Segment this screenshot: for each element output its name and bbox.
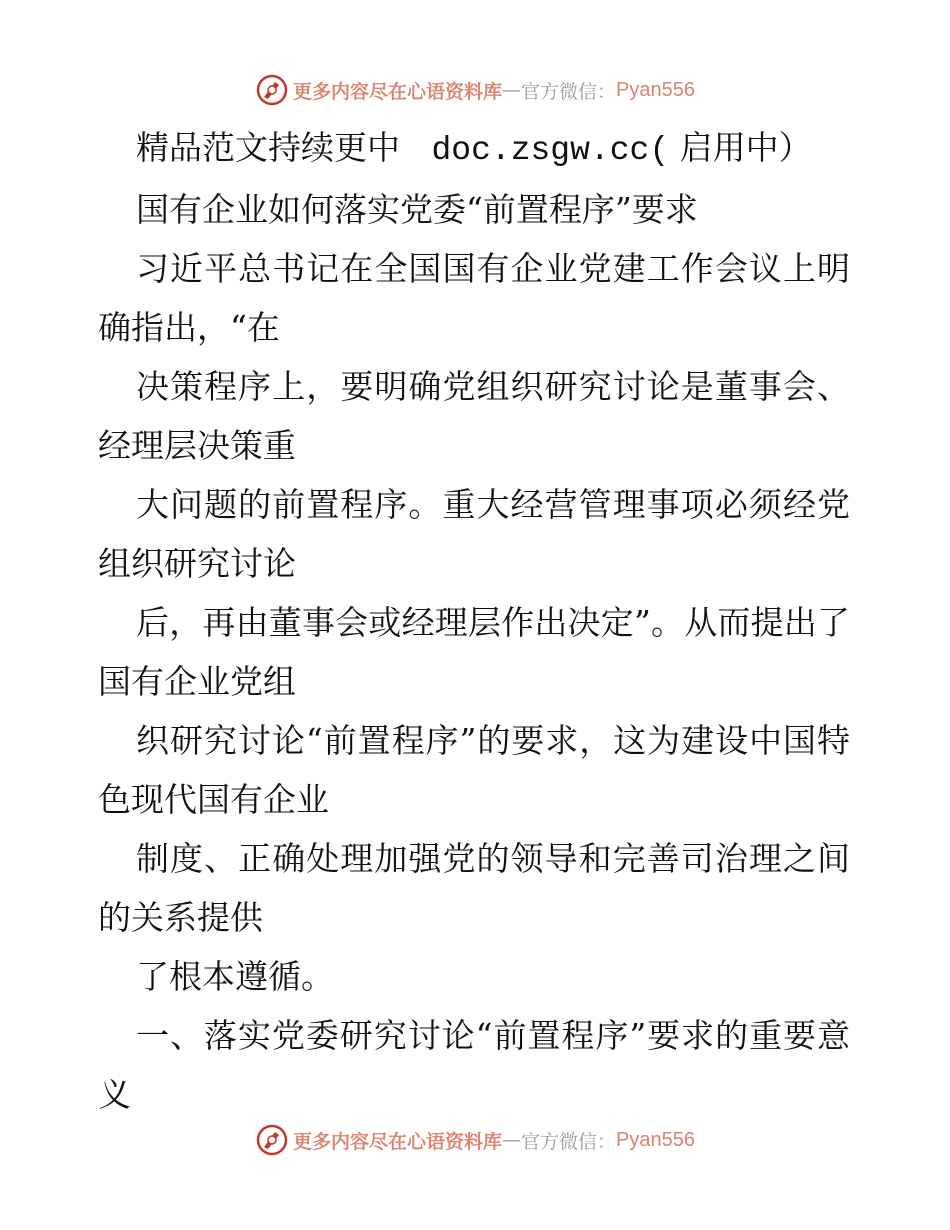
footer-wechat-id: Pyan556 [616,1128,695,1151]
paragraph-line: 制度、正确处理加强党的领导和完善司治理之间的关系提供 [98,839,850,937]
footer-wechat-label: 官方微信： [521,1130,617,1153]
document-body [98,118,850,1124]
paragraph-line: 了根本遵循。 [136,957,334,996]
footer-banner [0,1120,950,1160]
brand-logo-icon [255,73,289,107]
site-line [98,118,850,180]
document-title: 国有企业如何落实党委“前置程序”要求 [136,190,698,229]
paragraph-line: 习近平总书记在全国国有企业党建工作会议上明确指出，“在 [98,249,850,347]
header-wechat-label: 官方微信： [521,80,617,103]
paragraph-line: 决策程序上，要明确党组织研究讨论是董事会、经理层决策重 [98,367,850,465]
site-status: 启用中） [679,128,812,167]
header-banner [0,70,950,110]
footer-separator: — [502,1129,522,1151]
site-line-prefix: 精品范文持续更中 [136,128,400,167]
header-main-text: 更多内容尽在心语资料库 [293,80,503,103]
footer-main-text: 更多内容尽在心语资料库 [293,1130,503,1153]
brand-logo-icon [255,1123,289,1157]
section-heading: 一、落实党委研究讨论“前置程序”要求的重要意义 [98,1016,850,1114]
header-separator: — [502,79,522,101]
paragraph-line: 织研究讨论“前置程序”的要求，这为建设中国特色现代国有企业 [98,721,850,819]
paragraph-line: 后，再由董事会或经理层作出决定”。从而提出了国有企业党组 [98,603,850,701]
header-wechat-id: Pyan556 [616,78,695,101]
paragraph-line: 大问题的前置程序。重大经营管理事项必须经党组织研究讨论 [98,485,850,583]
site-domain: doc.zsgw.cc( [431,132,670,169]
